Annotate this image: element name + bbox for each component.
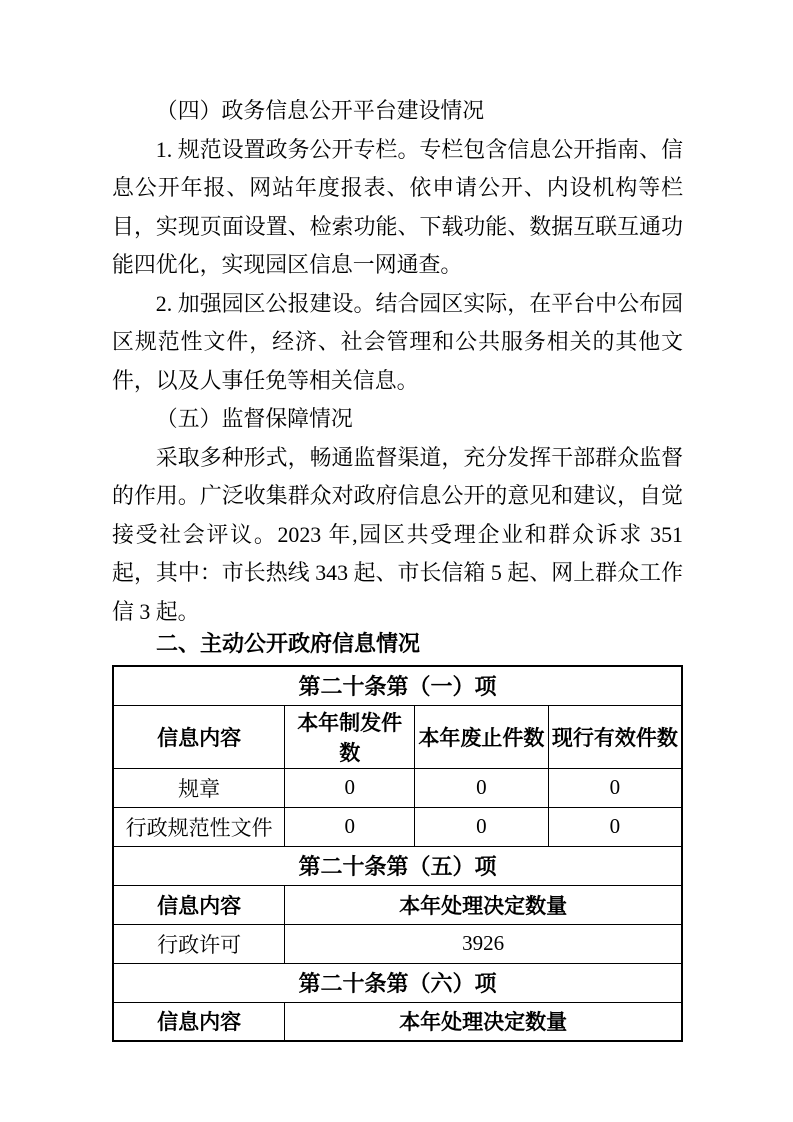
table-header-cell: 信息内容 [113, 885, 285, 924]
table-row [113, 807, 682, 846]
document-content [112, 92, 683, 1042]
table-section3-title-row [113, 963, 682, 1002]
table-data-cell: 0 [415, 768, 549, 807]
table-section2-title: 第二十条第（五）项 [113, 846, 682, 885]
table-section3-header-row [113, 1002, 682, 1041]
table-row [113, 768, 682, 807]
table-header-cell: 现行有效件数 [548, 705, 682, 768]
table-section2-header-row [113, 885, 682, 924]
subsection-5-heading: （五）监督保障情况 [155, 406, 353, 431]
table-header-cell: 本年废止件数 [415, 705, 549, 768]
numbered-paragraph-1: 1. 规范设置政务公开专栏。专栏包含信息公开指南、信息公开年报、网站年度报表、依申请公开、内设机构等栏目，实现页面设置、检索功能、下载功能、数据互联互通功能四优化，实现园区信息一网通查。 [112, 136, 683, 277]
table-data-cell: 行政规范性文件 [113, 807, 285, 846]
table-section1-title-row [113, 666, 682, 705]
supervision-paragraph: 采取多种形式，畅通监督渠道，充分发挥干部群众监督的作用。广泛收集群众对政府信息公开的意见和建议，自觉接受社会评议。2023 年,园区共受理企业和群众诉求 351 起，其中：市长热线 343 起、市长信箱 5 起、网上群众工作信 3 起。 [112, 444, 683, 624]
numbered-paragraph-2: 2. 加强园区公报建设。结合园区实际，在平台中公布园区规范性文件，经济、社会管理和公共服务相关的其他文件，以及人事任免等相关信息。 [112, 290, 683, 393]
table-header-cell: 本年制发件数 [285, 705, 415, 768]
table-data-cell: 0 [548, 768, 682, 807]
table-data-cell: 0 [285, 768, 415, 807]
subsection-4-heading: （四）政务信息公开平台建设情况 [155, 98, 485, 123]
table-data-cell: 3926 [285, 924, 682, 963]
table-data-cell: 0 [548, 807, 682, 846]
table-data-cell: 0 [415, 807, 549, 846]
disclosure-info-table [112, 665, 683, 1042]
section-2-heading: 二、主动公开政府信息情况 [156, 631, 421, 656]
table-section3-title: 第二十条第（六）项 [113, 963, 682, 1002]
table-header-cell: 本年处理决定数量 [285, 885, 682, 924]
table-data-cell: 行政许可 [113, 924, 285, 963]
table-section1-title: 第二十条第（一）项 [113, 666, 682, 705]
table-section2-title-row [113, 846, 682, 885]
table-header-cell: 本年处理决定数量 [285, 1002, 682, 1041]
table-header-cell: 信息内容 [113, 1002, 285, 1041]
table-section1-header-row [113, 705, 682, 768]
table-data-cell: 规章 [113, 768, 285, 807]
table-row [113, 924, 682, 963]
table-data-cell: 0 [285, 807, 415, 846]
table-header-cell: 信息内容 [113, 705, 285, 768]
